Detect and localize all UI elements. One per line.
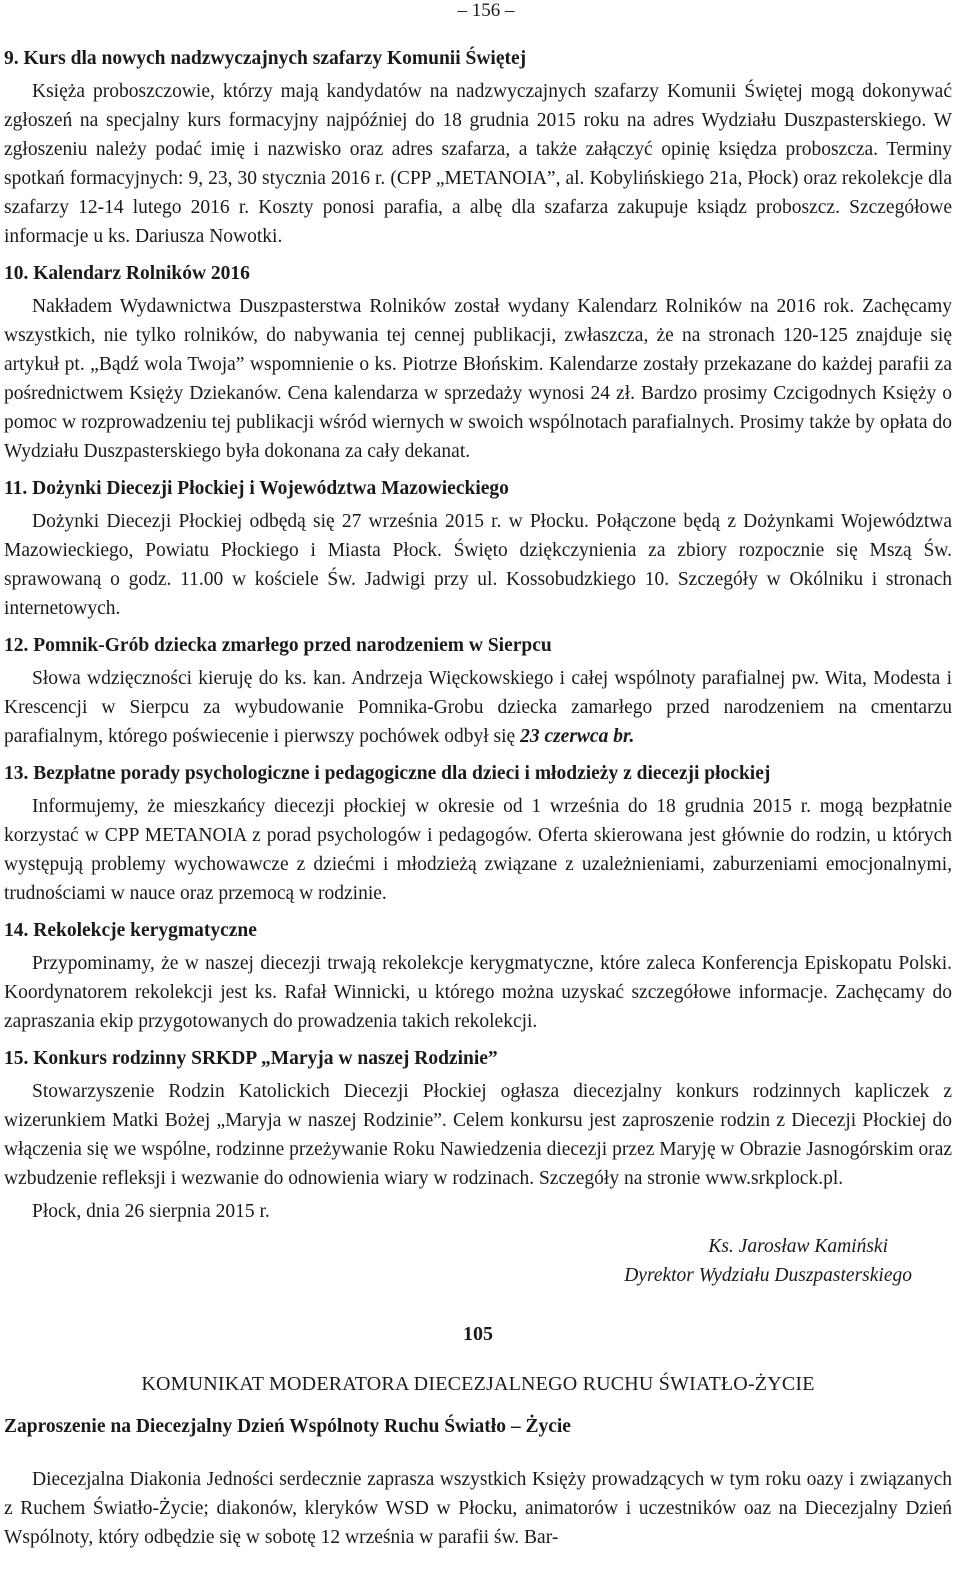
section-heading: 15. Konkurs rodzinny SRKDP „Maryja w naszej Rodzinie” (4, 1048, 498, 1069)
section-text: Nakładem Wydawnictwa Duszpasterstwa Rolników został wydany Kalendarz Rolników na 2016 rok. Zachęcamy wszystkich, nie tylko rolników, do nabywania tej cennej publikacji, zwłaszcza, że na stronach 120-125 znajduje się artykuł pt. „Bądź wola Twoja” wspomnienie o ks. Piotrze Błońskim. Kalendarze zostały przekazane do każdej parafii za pośrednictwem Księży Dziekanów. Cena kalendarza w sprzedaży wynosi 24 zł. Bardzo prosimy Czcigodnych Księży o pomoc w rozprowadzeniu tej publikacji wśród wiernych w swoich wspólnotach parafialnych. Prosimy także by opłata do Wydziału Duszpasterskiego była dokonana za cały dekanat. (4, 296, 952, 462)
section-text: Przypominamy, że w naszej diecezji trwają rekolekcje kerygmatyczne, które zaleca Konferencja Episkopatu Polski. Koordynatorem rekolekcji jest ks. Rafał Winnicki, u którego można uzyskać szczegółowe informacje. Zachęcamy do zapraszania ekip przygotowanych do prowadzenia takich rekolekcji. (4, 953, 952, 1032)
signature-role: Dyrektor Wydziału Duszpasterskiego (624, 1265, 912, 1286)
signature-block (4, 1232, 952, 1290)
section-text: Informujemy, że mieszkańcy diecezji płockiej w okresie od 1 września do 18 grudnia 2015 r. mogą bezpłatnie korzystać w CPP METANOIA z porad psychologów i pedagogów. Oferta skierowana jest głównie do rodzin, u których występują problemy wychowawcze z dziećmi i młodzieżą związane z uzależnieniami, zaburzeniami emocjonalnymi, trudnościami w nauce oraz przemocą w rodzinie. (4, 796, 952, 904)
section-heading: 11. Dożynki Diecezji Płockiej i Województwa Mazowieckiego (4, 478, 509, 499)
page-content (4, 44, 952, 1552)
document-subtitle: Zaproszenie na Diecezjalny Dzień Wspólnoty Ruchu Światło – Życie (4, 1416, 571, 1437)
section-15 (4, 1044, 952, 1193)
section-heading: 10. Kalendarz Rolników 2016 (4, 263, 250, 284)
document-number: 105 (463, 1323, 493, 1345)
section-11 (4, 474, 952, 623)
document-title: KOMUNIKAT MODERATORA DIECEZJALNEGO RUCHU ŚWIATŁO-ŻYCIE (141, 1373, 815, 1395)
section-text-body: Słowa wdzięczności kieruję do ks. kan. Andrzeja Więckowskiego i całej wspólnoty parafialnej pw. Wita, Modesta i Krescencji w Sierpcu za wybudowanie Pomnika-Grobu dziecka zamarłego przed narodzeniem na cmentarzu parafialnym, którego poświecenie i pierwszy pochówek odbył się (4, 668, 952, 747)
section-heading: 12. Pomnik-Grób dziecka zmarłego przed narodzeniem w Sierpcu (4, 635, 552, 656)
section-13 (4, 759, 952, 908)
section-9 (4, 44, 952, 251)
signature-name: Ks. Jarosław Kamiński (708, 1236, 888, 1257)
section-heading: 14. Rekolekcje kerygmatyczne (4, 920, 257, 941)
page-number: – 156 – (457, 0, 515, 21)
section-12 (4, 631, 952, 751)
section-text (4, 664, 952, 751)
emphasis-date: 23 czerwca br. (520, 726, 635, 747)
document-text: Diecezjalna Diakonia Jedności serdecznie zaprasza wszystkich Księży prowadzących w tym roku oazy i związanych z Ruchem Światło-Życie; diakonów, kleryków WSD w Płocku, animatorów i uczestników oaz na Diecezjalny Dzień Wspólnoty, który odbędzie się w sobotę 12 września w parafii św. Bar- (4, 1468, 952, 1548)
section-text: Księża proboszczowie, którzy mają kandydatów na nadzwyczajnych szafarzy Komunii Świętej mogą dokonywać zgłoszeń na specjalny kurs formacyjny najpóźniej do 18 grudnia 2015 roku na adres Wydziału Duszpasterskiego. W zgłoszeniu należy podać imię i nazwisko oraz adres szafarza, a także załączyć opinię księdza proboszcza. Terminy spotkań formacyjnych: 9, 23, 30 stycznia 2016 r. (CPP „METANOIA”, al. Kobylińskiego 21a, Płock) oraz rekolekcje dla szafarzy 12-14 lutego 2016 r. Koszty ponosi parafia, a albę dla szafarza zakupuje ksiądz proboszcz. Szczegółowe informacje u ks. Dariusza Nowotki. (4, 81, 952, 247)
section-10 (4, 259, 952, 466)
place-date: Płock, dnia 26 sierpnia 2015 r. (32, 1201, 270, 1222)
section-heading: 9. Kurs dla nowych nadzwyczajnych szafarzy Komunii Świętej (4, 48, 527, 69)
section-text: Stowarzyszenie Rodzin Katolickich Diecezji Płockiej ogłasza diecezjalny konkurs rodzinnych kapliczek z wizerunkiem Matki Bożej „Maryja w naszej Rodzinie”. Celem konkursu jest zaproszenie rodzin z Diecezji Płockiej do włączenia się we wspólne, rodzinne przeżywanie Roku Nawiedzenia diecezji przez Maryję w Obrazie Jasnogórskim oraz wzbudzenie refleksji i wezwanie do odnowienia wiary w rodzinach. Szczegóły na stronie www.srkplock.pl. (4, 1081, 952, 1189)
section-text: Dożynki Diecezji Płockiej odbędą się 27 września 2015 r. w Płocku. Połączone będą z Dożynkami Województwa Mazowieckiego, Powiatu Płockiego i Miasta Płock. Święto dziękczynienia za zbiory rozpocznie się Mszą Św. sprawowaną o godz. 11.00 w kościele Św. Jadwigi przy ul. Kossobudzkiego 10. Szczegóły w Okólniku i stronach internetowych. (4, 511, 952, 619)
section-14 (4, 916, 952, 1036)
section-heading: 13. Bezpłatne porady psychologiczne i pedagogiczne dla dzieci i młodzieży z diecezji płockiej (4, 763, 771, 784)
